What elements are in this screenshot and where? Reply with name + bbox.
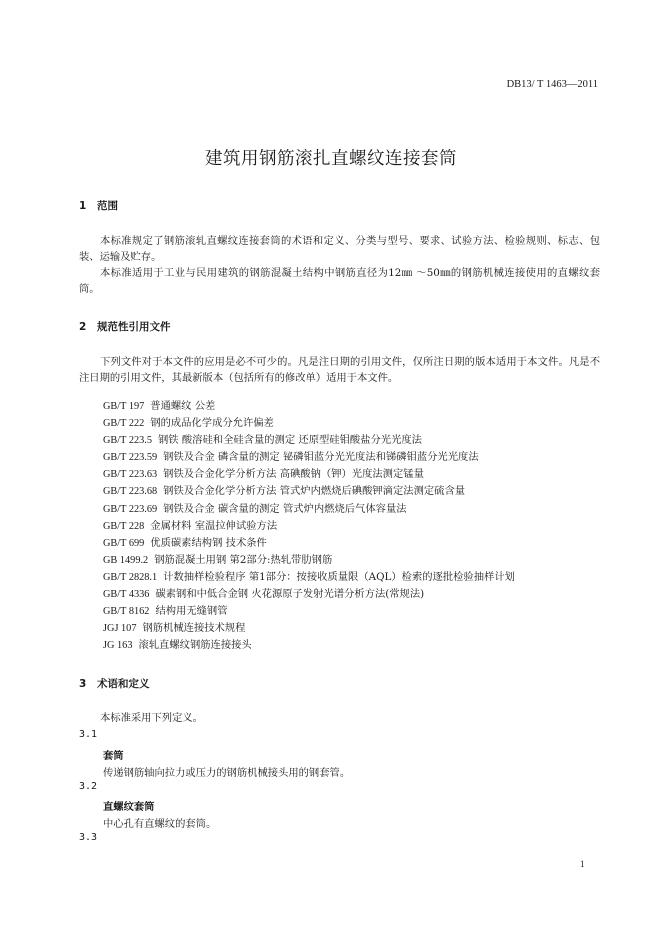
reference-code: GB/T 4336 [103,589,150,601]
scope-paragraph-2: 本标准适用于工业与民用建筑的钢筋混凝土结构中钢筋直径为12㎜ ～50㎜的钢筋机械连接使用的直螺纹套筒。 [79,267,600,295]
term-definition: 中心孔有直螺纹的套筒。 [103,818,217,830]
reference-code: JGJ 107 [103,623,137,635]
reference-code: GB/T 223.63 [103,469,158,481]
section-number: 1 [79,200,87,212]
reference-item [103,586,515,603]
reference-item [103,518,515,535]
reference-title: 计数抽样检验程序 第1部分：按接收质量限（AQL）检索的逐批检验抽样计划 [163,570,515,583]
section-heading-terms [79,676,150,691]
reference-title: 钢铁及合金 磷含量的测定 铋磷钼蓝分光光度法和锑磷钼蓝分光光度法 [163,451,479,464]
section-title: 术语和定义 [97,678,150,690]
reference-code: GB/T 197 [103,401,145,412]
reference-item [103,603,515,620]
term-number: 3.1 [79,729,98,740]
section-title: 规范性引用文件 [97,321,171,333]
page-title: 建筑用钢筋滚扎直螺纹连接套筒 [205,149,457,169]
reference-title: 钢铁及合金化学分析方法 高碘酸钠（钾）光度法测定锰量 [163,468,424,481]
section-heading-scope [79,198,118,213]
reference-code: GB/T 223.59 [103,452,158,464]
reference-code: GB/T 2828.1 [103,571,158,583]
terms-intro: 本标准采用下列定义。 [100,712,203,724]
reference-code: GB/T 699 [103,537,145,549]
reference-title: 金属材料 室温拉伸试验方法 [150,519,278,532]
reference-title: 钢的成品化学成分允许偏差 [150,417,274,430]
section-title: 范围 [97,200,118,212]
term-name: 套筒 [103,750,124,762]
reference-code: GB/T 8162 [103,606,150,618]
reference-title: 钢铁 酸溶硅和全硅含量的测定 还原型硅钼酸盐分光光度法 [158,434,422,447]
reference-code: GB 1499.2 [103,554,149,566]
reference-code: GB/T 223.5 [103,435,153,447]
reference-title: 普通螺纹 公差 [150,400,216,412]
reference-item [103,620,515,637]
term-number: 3.2 [79,781,98,792]
section-number: 2 [79,321,87,333]
reference-item [103,483,515,500]
reference-item [103,552,515,569]
reference-title: 结构用无缝钢管 [155,605,228,618]
reference-title: 钢筋机械连接技术规程 [142,622,246,635]
page-number: 1 [580,859,585,869]
section-heading-normative [79,319,171,334]
section-number: 3 [79,678,87,690]
reference-item [103,449,515,466]
reference-title: 钢铁及合金化学分析方法 管式炉内燃烧后碘酸钾滴定法测定硫含量 [163,485,466,498]
scope-paragraph-1: 本标准规定了钢筋滚轧直螺纹连接套筒的术语和定义、分类与型号、要求、试验方法、检验规则、标志、包装、运输及贮存。 [79,235,600,263]
reference-code: GB/T 223.68 [103,486,158,498]
reference-code: GB/T 228 [103,520,145,532]
reference-item [103,415,515,432]
reference-code: GB/T 222 [103,418,145,430]
term-number: 3.3 [79,832,98,843]
reference-title: 滚轧直螺纹钢筋连接接头 [138,639,252,652]
term-definition: 传递钢筋轴向拉力或压力的钢筋机械接头用的钢套管。 [103,767,351,779]
reference-title: 碳素钢和中低合金钢 火花源原子发射光谱分析方法(常规法) [155,588,425,601]
document-code: DB13/ T 1463—2011 [506,79,598,90]
reference-code: GB/T 223.69 [103,503,158,515]
reference-item [103,637,515,654]
reference-item [103,535,515,552]
reference-list [103,398,515,654]
term-name: 直螺纹套筒 [103,801,155,813]
reference-item [103,432,515,449]
normative-intro: 下列文件对于本文件的应用是必不可少的。凡是注日期的引用文件，仅所注日期的版本适用于本文件。凡是不注日期的引用文件，其最新版本（包括所有的修改单）适用于本文件。 [79,356,600,384]
reference-title: 钢铁及合金 碳含量的测定 管式炉内燃烧后气体容量法 [163,502,407,515]
reference-item [103,398,515,415]
reference-item [103,501,515,518]
reference-title: 钢筋混凝土用钢 第2部分:热轧带肋钢筋 [154,553,333,566]
reference-title: 优质碳素结构钢 技术条件 [150,536,267,549]
reference-code: JG 163 [103,640,133,652]
reference-item [103,466,515,483]
reference-item [103,569,515,586]
